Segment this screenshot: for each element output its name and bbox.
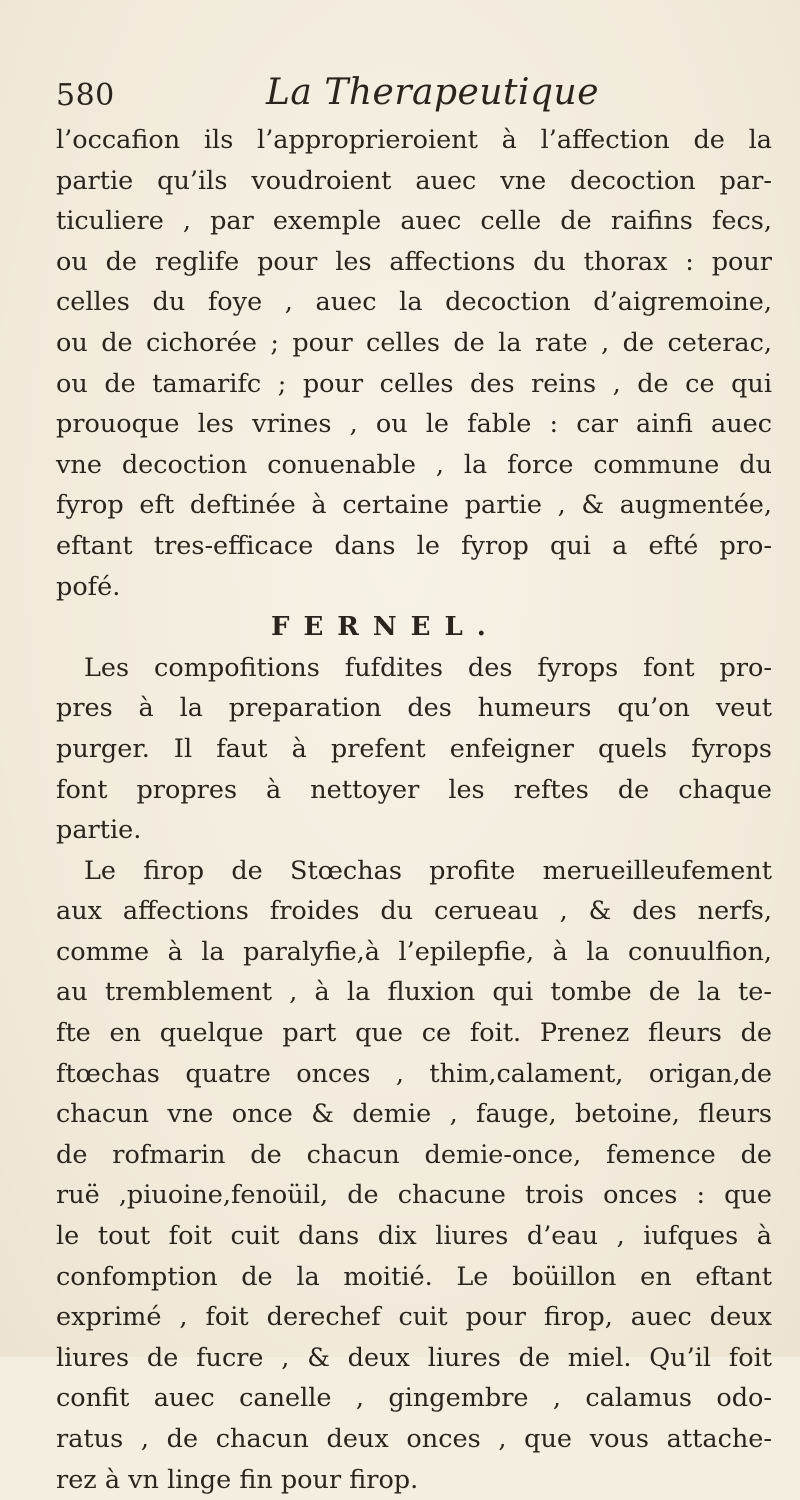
text-line: ruë ,piuoine,fenoüil, de chacune trois onces : que [56,1180,772,1211]
text-line: chacun vne once & demie , fauge, betoine, fleurs [56,1099,772,1130]
running-title: La Therapeutique [266,72,600,113]
text-line: aux affections froides du cerueau , & des nerfs, [56,896,772,927]
text-line: eftant tres-efficace dans le fyrop qui a efté pro- [56,530,772,561]
text-line: liures de fucre , & deux liures de miel. Qu’il foit [56,1342,772,1373]
text-line: comme à la paralyfie,à l’epilepfie, à la conuulfion, [56,936,772,967]
text-line: vne decoction conuenable , la force commune du [56,449,772,480]
text-line: Les compofitions fufdites des fyrops font pro- [84,652,772,683]
text-line: l’occafion ils l’approprieroient à l’affection de la [56,125,772,155]
paragraph [56,648,772,851]
paragraph-continuation [56,120,772,607]
text-line: de rofmarin de chacun demie-once, femence de [56,1139,772,1170]
text-line: font propres à nettoyer les reftes de chaque [56,774,772,805]
text-line: ou de tamarifc ; pour celles des reins , de ce qui [56,368,772,399]
text-line: au tremblement , à la fluxion qui tombe de la te- [56,977,772,1008]
text-line: rez à vn linge fin pour firop. [56,1464,419,1495]
text-line: fte en quelque part que ce foit. Prenez fleurs de [56,1018,772,1049]
text-line: celles du foye , auec la decoction d’aigremoine, [56,287,772,318]
text-line: confit auec canelle , gingembre , calamus odo- [56,1383,772,1414]
text-line: prouoque les vrines , ou le fable : car ainfi auec [56,409,772,440]
text-line: ratus , de chacun deux onces , que vous attache- [56,1424,772,1454]
text-line: pres à la preparation des humeurs qu’on veut [56,693,772,724]
text-line: partie. [56,815,142,846]
page-header [56,72,756,120]
text-line: pofé. [56,571,121,602]
text-line: exprimé , foit derechef cuit pour firop, auec deux [56,1302,772,1333]
text-line: ftœchas quatre onces , thim,calament, origan,de [56,1058,772,1089]
section-heading: FERNEL. [271,612,500,643]
text-line: partie qu’ils voudroient auec vne decoction par- [56,165,772,196]
text-line: purger. Il faut à prefent enfeigner quels fyrops [56,733,772,764]
text-line: ticuliere , par exemple auec celle de raifins fecs, [56,206,772,237]
page-number: 580 [56,78,115,113]
text-line: confomption de la moitié. Le boüillon en eftant [56,1261,772,1292]
text-line: ou de reglife pour les affections du thorax : pour [56,246,772,277]
text-line: ou de cichorée ; pour celles de la rate , de ceterac, [56,327,772,358]
text-line: Le firop de Stœchas profite merueilleufement [84,855,772,886]
paragraph [56,851,772,1500]
text-line: fyrop eft deftinée à certaine partie , & augmentée, [56,490,772,521]
body-text [56,120,772,1500]
text-line: le tout foit cuit dans dix liures d’eau , iufques à [56,1221,772,1252]
